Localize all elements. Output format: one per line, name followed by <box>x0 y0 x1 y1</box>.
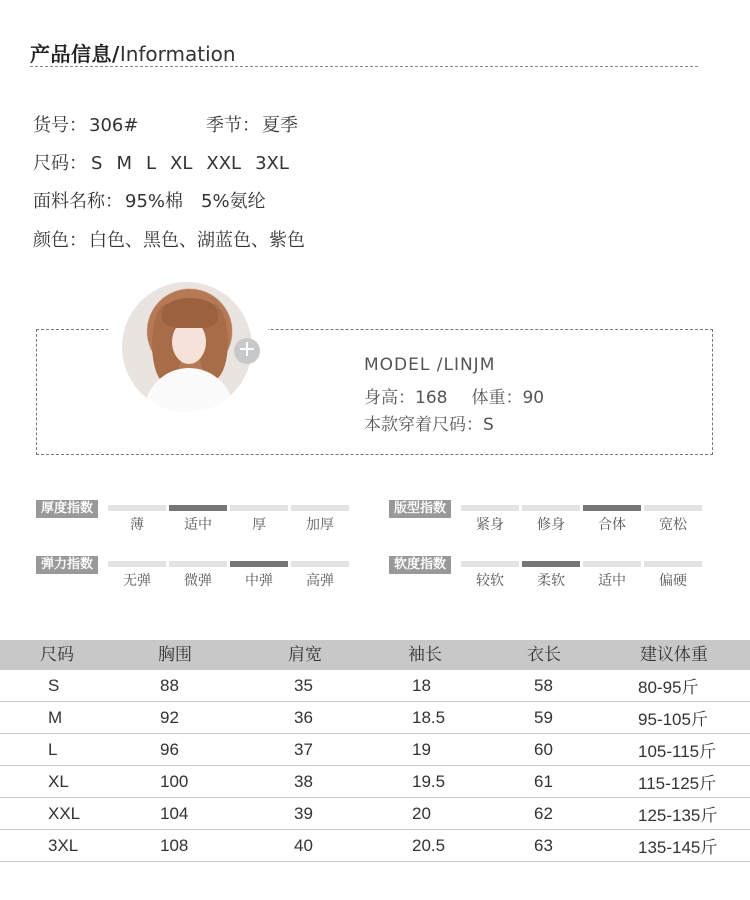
table-cell: XXL <box>48 804 81 823</box>
table-cell: 3XL <box>48 836 79 855</box>
meter-label: 弹力指数 <box>36 556 98 574</box>
meter-segment <box>291 505 349 511</box>
color-row <box>33 226 305 252</box>
column-header: 尺码 <box>40 645 74 665</box>
table-cell: 39 <box>294 804 313 823</box>
meter-segment <box>644 505 702 511</box>
table-cell: 18.5 <box>412 708 446 727</box>
meter-segment <box>583 505 641 511</box>
meter-label: 软度指数 <box>389 556 451 574</box>
meter-label: 版型指数 <box>389 500 451 518</box>
table-cell: 96 <box>160 740 179 759</box>
fabric-label: 面料名称： <box>33 191 123 212</box>
table-row <box>0 766 750 798</box>
table-cell: 58 <box>534 676 553 695</box>
table-cell: M <box>48 708 63 727</box>
meter-option: 合体 <box>598 517 626 533</box>
table-cell: 80-95斤 <box>638 678 699 697</box>
column-header: 胸围 <box>158 645 192 665</box>
meter-segment <box>522 561 580 567</box>
column-header: 袖长 <box>408 645 442 665</box>
meter-option: 微弹 <box>184 573 212 589</box>
item-number-label: 货号： <box>33 115 87 136</box>
size-row <box>33 149 303 175</box>
meter-segment <box>644 561 702 567</box>
table-cell: 60 <box>534 740 553 759</box>
fabric-row <box>33 187 266 213</box>
size-option: XXL <box>206 153 242 174</box>
meter-option: 加厚 <box>306 517 334 533</box>
meter-option: 适中 <box>184 517 212 533</box>
table-cell: 92 <box>160 708 179 727</box>
meter-option: 薄 <box>130 517 144 533</box>
model-height-label: 身高： <box>364 388 415 408</box>
model-weight-value: 90 <box>522 388 545 408</box>
table-cell: 104 <box>160 804 189 823</box>
meter-option: 柔软 <box>537 573 565 589</box>
model-avatar <box>122 282 252 412</box>
table-row <box>0 670 750 702</box>
meter-option: 较软 <box>476 573 504 589</box>
table-cell: 38 <box>294 772 313 791</box>
section-title-cn: 产品信息/ <box>30 42 120 66</box>
table-cell: 36 <box>294 708 313 727</box>
meter-segment <box>461 561 519 567</box>
table-row <box>0 830 750 862</box>
table-cell: 37 <box>294 740 313 759</box>
table-cell: 62 <box>534 804 553 823</box>
elasticity-meter <box>36 556 356 596</box>
table-cell: 88 <box>160 676 179 695</box>
model-wear-size <box>364 410 494 435</box>
meter-option: 偏硬 <box>659 573 687 589</box>
table-cell: 105-115斤 <box>638 742 717 761</box>
color-value: 白色、黑色、湖蓝色、紫色 <box>89 230 305 251</box>
model-measurements <box>364 383 544 408</box>
plus-icon: + <box>234 338 260 364</box>
size-label: 尺码： <box>33 153 87 174</box>
table-cell: 135-145斤 <box>638 838 718 857</box>
table-cell: 108 <box>160 836 189 855</box>
size-option: M <box>116 153 132 174</box>
size-table-header <box>0 640 750 670</box>
table-row <box>0 798 750 830</box>
meter-option: 紧身 <box>476 517 504 533</box>
meter-label: 厚度指数 <box>36 500 98 518</box>
model-wear-label: 本款穿着尺码： <box>364 415 483 435</box>
table-cell: S <box>48 676 60 695</box>
meter-option: 厚 <box>252 517 266 533</box>
season-value: 夏季 <box>262 115 298 136</box>
meter-segment <box>108 561 166 567</box>
table-cell: 59 <box>534 708 553 727</box>
table-row <box>0 734 750 766</box>
season-row <box>206 111 298 137</box>
thickness-meter <box>36 500 356 540</box>
table-cell: 95-105斤 <box>638 710 708 729</box>
column-header: 衣长 <box>527 645 561 665</box>
title-divider <box>30 66 698 67</box>
table-cell: 61 <box>534 772 553 791</box>
meter-segment <box>291 561 349 567</box>
meter-option: 宽松 <box>659 517 687 533</box>
model-avatar-container <box>108 276 268 420</box>
meter-segment <box>230 561 288 567</box>
column-header: 肩宽 <box>288 645 322 665</box>
item-number-row <box>33 111 138 137</box>
fit-meter <box>389 500 709 540</box>
model-wear-value: S <box>483 415 494 435</box>
meter-segment <box>230 505 288 511</box>
column-header: 建议体重 <box>640 645 708 665</box>
softness-meter <box>389 556 709 596</box>
table-cell: 19.5 <box>412 772 446 791</box>
season-label: 季节： <box>206 115 260 136</box>
table-cell: XL <box>48 772 69 791</box>
table-cell: 20 <box>412 804 431 823</box>
model-height-value: 168 <box>415 388 448 408</box>
model-weight-label: 体重： <box>471 388 523 408</box>
table-cell: 19 <box>412 740 431 759</box>
meter-segment <box>169 561 227 567</box>
fabric-value: 95%棉 5%氨纶 <box>125 191 266 212</box>
meter-segment <box>169 505 227 511</box>
section-title <box>30 38 236 67</box>
table-cell: L <box>48 740 58 759</box>
size-option: 3XL <box>255 153 289 174</box>
meter-segment <box>583 561 641 567</box>
color-label: 颜色： <box>33 230 87 251</box>
size-table <box>0 640 750 862</box>
model-name: MODEL /LINJM <box>364 355 496 375</box>
meter-option: 中弹 <box>245 573 273 589</box>
section-title-en: Information <box>119 42 236 66</box>
meter-segment <box>461 505 519 511</box>
table-cell: 18 <box>412 676 431 695</box>
meter-segment <box>108 505 166 511</box>
item-number-value: 306# <box>89 115 139 136</box>
table-cell: 20.5 <box>412 836 446 855</box>
table-cell: 100 <box>160 772 189 791</box>
meter-option: 无弹 <box>123 573 151 589</box>
table-cell: 35 <box>294 676 313 695</box>
size-option: XL <box>170 153 193 174</box>
meter-segment <box>522 505 580 511</box>
table-cell: 40 <box>294 836 313 855</box>
meter-option: 修身 <box>537 517 565 533</box>
size-option: L <box>145 153 156 174</box>
size-option: S <box>91 153 103 174</box>
table-cell: 63 <box>534 836 553 855</box>
table-cell: 125-135斤 <box>638 806 718 825</box>
meter-option: 适中 <box>598 573 626 589</box>
table-cell: 115-125斤 <box>638 774 717 793</box>
meter-option: 高弹 <box>306 573 334 589</box>
table-row <box>0 702 750 734</box>
